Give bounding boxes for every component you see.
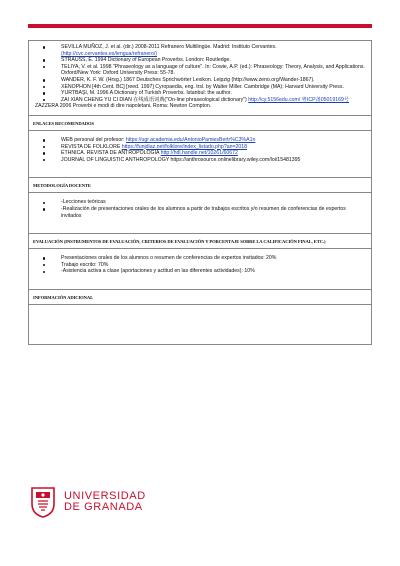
methodology-item: -Realización de presentaciones orales de los alumnos a partir de trabajos escritos y/o resumen de conferencias de expertos invitados bbox=[35, 206, 365, 219]
bibliography-section bbox=[28, 40, 372, 116]
bibliography-list bbox=[35, 44, 365, 103]
university-name bbox=[64, 491, 146, 513]
link-item-link[interactable]: http://hdl.handle.net/10261/60672 bbox=[160, 150, 238, 157]
header-red-bar bbox=[28, 24, 372, 28]
bibliography-item bbox=[35, 97, 365, 104]
bibliography-item-text: WANDER, K. F. W. (Hrsg.) 1867 Deutsches Sprichwörter Lexikon. Leipzig (http://www.zeno.org/Wander-1867). bbox=[61, 76, 315, 83]
methodology-section bbox=[28, 178, 372, 234]
link-item-text: WEB personal del profesor: bbox=[61, 136, 126, 143]
bibliography-item bbox=[35, 57, 365, 64]
link-item bbox=[35, 137, 365, 144]
link-item-text: JOURNAL OF LINGUISTIC ANTHROPOLOGY https://anthrosource.onlinelibrary.wiley.com/loi/15481395 bbox=[61, 156, 301, 163]
evaluation-item: -Asistencia activa a clase (aportaciones y actitud en las diferentes actividades): 10% bbox=[35, 268, 365, 275]
link-item-link[interactable]: https://ugr.academia.edu/AntonioPamiesBertr%C3%A1n bbox=[125, 136, 256, 143]
links-section bbox=[28, 116, 372, 178]
methodology-list bbox=[35, 199, 365, 219]
university-crest-icon bbox=[30, 486, 56, 518]
link-item-link[interactable]: https://funjdiaz.net/folklore/index_listado.php?an=2018 bbox=[121, 143, 248, 150]
university-footer bbox=[30, 486, 146, 518]
evaluation-item: Presentaciones orales de los alumnos o resumen de conferencias de expertos invitados: 20% bbox=[35, 255, 365, 262]
bibliography-item bbox=[35, 77, 365, 84]
additional-info-section bbox=[28, 290, 372, 345]
additional-info-title: INFORMACIÓN ADICIONAL bbox=[29, 290, 371, 305]
additional-info-body bbox=[29, 305, 371, 344]
bibliography-item-text: ZAI XIAN CHENG YU CI DIAN 在线成语词典("On-line phraseological dictionary") bbox=[61, 96, 249, 103]
methodology-section-title: METODOLOGÍA DOCENTE bbox=[29, 178, 371, 193]
bibliography-item-text: XENOPHON [4th Cent. BC] [reed. 1997] Cyropaedia, eng. trsl. by Walter Miller. Cambridge (MA): Harvard University Press. bbox=[61, 83, 344, 90]
links-list bbox=[35, 137, 365, 163]
methodology-item: -Lecciones teóricas bbox=[35, 199, 365, 206]
link-item-text: ÉTHNICA. REVISTA DE ANTROPOLOGÍA bbox=[61, 150, 161, 157]
link-item-text: REVISTA DE FOLKLORE bbox=[61, 143, 122, 150]
bibliography-item bbox=[35, 64, 365, 77]
link-item bbox=[35, 150, 365, 157]
bibliography-item-link[interactable]: (http://cvc.cervantes.es/lengua/refranero/) bbox=[61, 50, 158, 57]
evaluation-item: Trabajo escrito: 70% bbox=[35, 262, 365, 269]
university-name-line2: DE GRANADA bbox=[64, 501, 143, 513]
document-body bbox=[28, 40, 372, 345]
bibliography-item bbox=[35, 44, 365, 57]
bibliography-item-text: YURTBAŞI, M. 1996 A Dictionary of Turkish Proverbs. Istanbul: the author. bbox=[61, 90, 232, 97]
bibliography-tail: ZAZZERA 2006 Proverbi e modi di dire napoletani. Roma: Newton Compton. bbox=[35, 103, 212, 110]
bibliography-item-text: SEVILLA MUÑOZ, J. et al. (dir.) 2008-2011 Refranero Multilingüe. Madrid: Instituto Cervantes. bbox=[61, 44, 277, 50]
university-name-line1: UNIVERSIDAD bbox=[64, 490, 146, 502]
bibliography-item bbox=[35, 90, 365, 97]
bibliography-item bbox=[35, 84, 365, 91]
links-section-title: ENLACES RECOMENDADOS bbox=[29, 116, 371, 131]
link-item bbox=[35, 157, 365, 164]
bibliography-item-link[interactable]: http://cy.5156edu.com/ 粤ICP备05019169号 bbox=[248, 96, 350, 103]
evaluation-list bbox=[35, 255, 365, 275]
evaluation-section bbox=[28, 234, 372, 290]
bibliography-item-text: TELIYA, V. et al. 1998 "Phraseology as a language of culture". In: Cowie, A.P. (ed.): Phraseology: Theory, Analysis, and Applications. Oxford/New York: Oxford University Press: 55-78. bbox=[61, 63, 365, 77]
evaluation-section-title: EVALUACIÓN (INSTRUMENTOS DE EVALUACIÓN, CRITERIOS DE EVALUACIÓN Y PORCENTAJE SOBRE LA CALIFICACIÓN FINAL, ETC.) bbox=[29, 234, 371, 249]
bibliography-item-text: STRAUSS, E. 1994 Dictionary of European Proverbs. London: Routledge. bbox=[61, 57, 231, 64]
